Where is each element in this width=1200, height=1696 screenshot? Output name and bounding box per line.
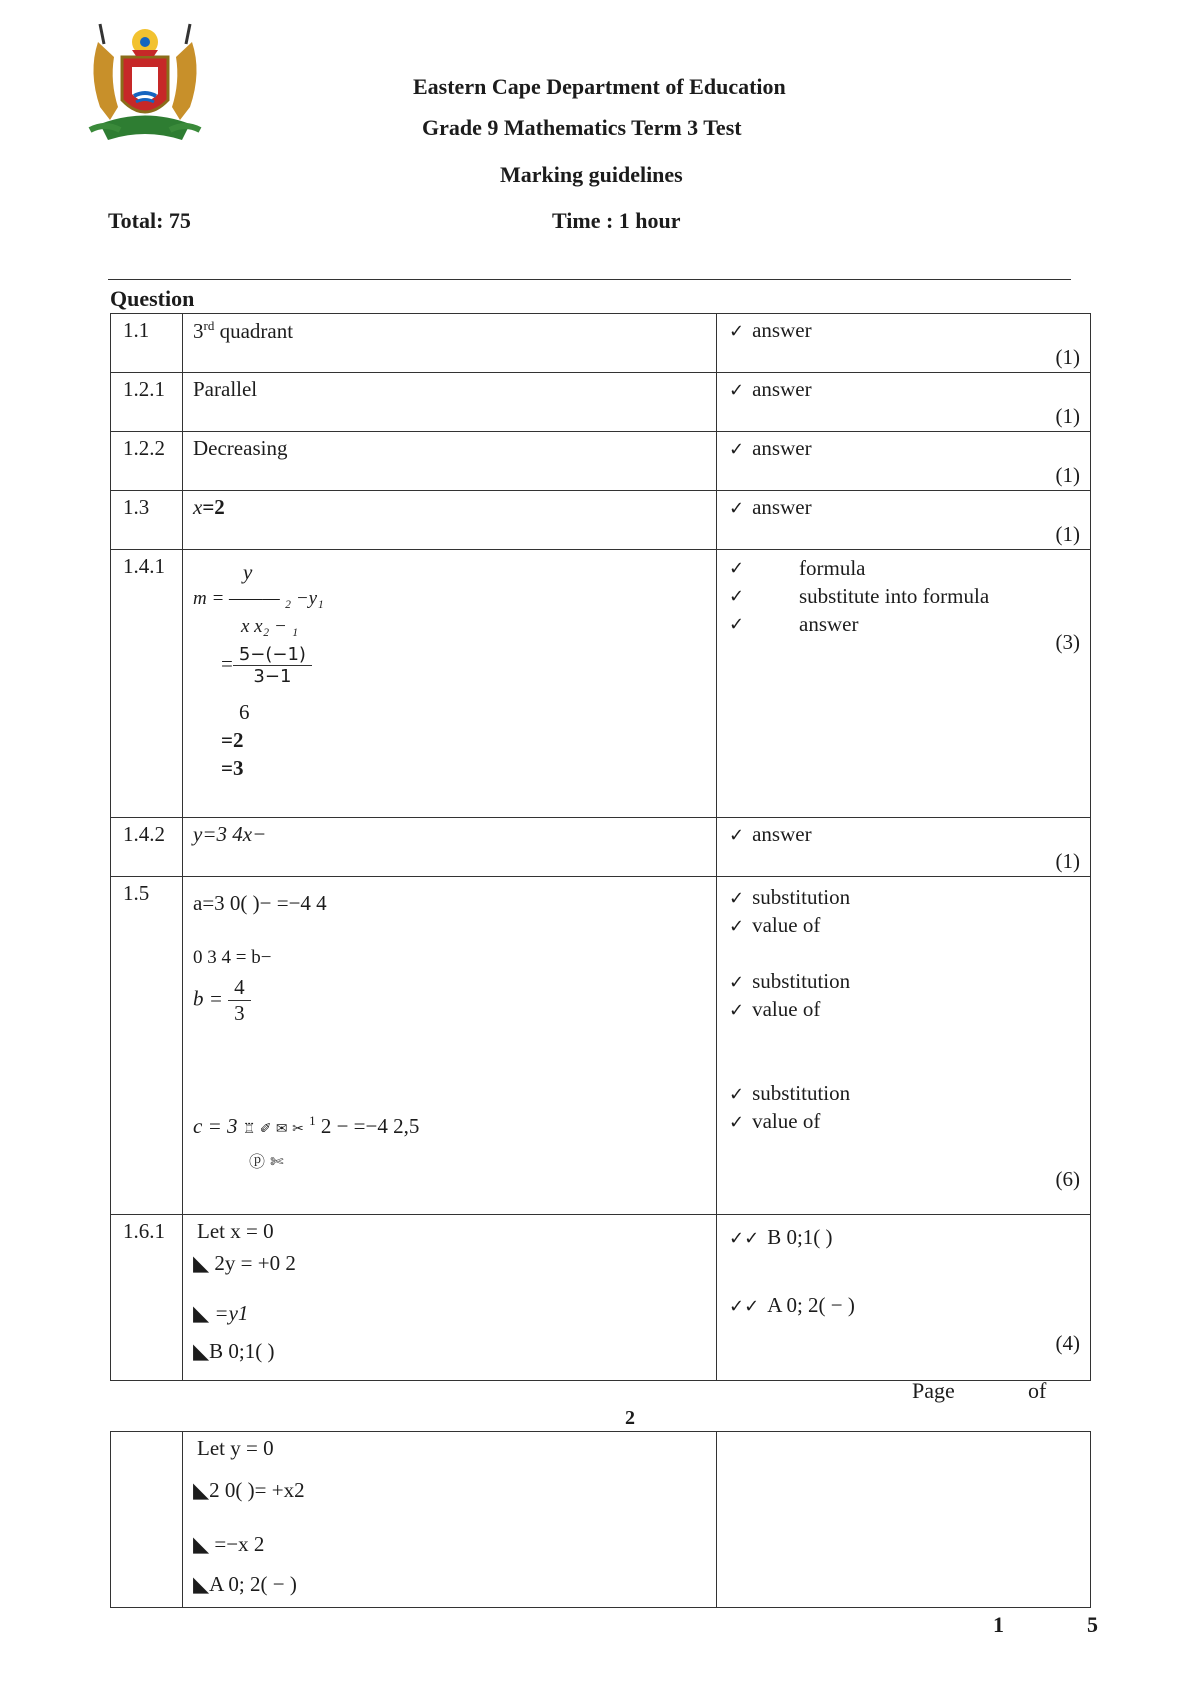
test-title: Grade 9 Mathematics Term 3 Test [422,115,742,140]
department-title: Eastern Cape Department of Education [413,74,786,99]
criteria-item: ✓ formula [729,555,866,580]
footer-page-label: Page [912,1378,955,1403]
solution-cell: y m = ——— ₂ −y₁ x x₂ − ₁ = $\frac{5-(-1)}{3-1}$ 6 =2 =3 [183,550,717,818]
check-icon: ✓ [729,557,745,579]
criteria-item: ✓✓ B 0;1( ) [729,1225,833,1249]
criteria-cell: ✓ answer (1) [717,432,1091,491]
therefore-icon: ◣ [193,1301,210,1325]
time-allowed: Time : 1 hour [552,208,681,233]
criteria-item: ✓ value of [729,913,821,937]
marks-value: (1) [1055,463,1080,487]
question-number: 1.4.2 [111,818,183,877]
question-number: 1.3 [111,491,183,550]
check-icon: ✓ [729,1296,745,1317]
criteria-item: ✓ substitute into formula [729,583,990,608]
fraction: $\frac{5-(-1)}{3-1}$ [233,644,312,687]
solution-cell: y=3 4x− [183,818,717,877]
solution-cell: Let x = 0 ◣ 2y = +0 2 ◣ =y1 ◣B 0;1( ) [183,1215,717,1381]
criteria-item: ✓✓ A 0; 2( − ) [729,1293,855,1317]
solution-cell: Decreasing [183,432,717,491]
check-icon: ✓ [729,1228,745,1249]
criteria-item: ✓ substitution [729,1081,851,1105]
criteria-cell [717,550,1091,818]
marks-value: (6) [1055,1167,1080,1191]
therefore-icon: ◣ [193,1572,210,1596]
criteria-item: ✓ substitution [729,969,851,993]
therefore-icon: ◣ [193,1532,210,1556]
criteria-cell [717,1215,1091,1381]
check-icon: ✓ [729,321,745,342]
check-icon: ✓ [729,613,745,635]
question-number: 1.5 [111,877,183,1215]
criteria-cell: ✓ answer (1) [717,818,1091,877]
check-icon: ✓ [729,916,745,937]
table-row [111,432,1091,491]
question-number: 1.2.1 [111,373,183,432]
table-row [111,373,1091,432]
table-row [111,877,1091,1215]
table-row [111,1432,1091,1608]
total-marks: Total: 75 [108,208,191,233]
marks-value: (1) [1055,345,1080,369]
marks-value: (4) [1055,1331,1080,1355]
fraction: $\frac{4}{3}$ [228,975,251,1026]
footer-total-pages: 5 [1087,1612,1098,1637]
check-icon: ✓ [729,380,745,401]
check-icon: ✓ [744,1228,760,1249]
criteria-item: ✓ value of [729,1109,821,1133]
criteria-cell: ✓ answer (1) [717,491,1091,550]
criteria-cell [717,877,1091,1215]
check-icon: ✓ [729,1084,745,1105]
check-icon: ✓ [729,585,745,607]
therefore-icon: ◣ [193,1339,210,1363]
check-icon: ✓ [729,498,745,519]
marks-value: (1) [1055,404,1080,428]
criteria-cell [717,1432,1091,1608]
check-icon: ✓ [729,972,745,993]
question-number: 1.1 [111,314,183,373]
table-row [111,550,1091,818]
question-number: 1.2.2 [111,432,183,491]
solution-cell: 3rd quadrant [183,314,717,373]
check-icon: ✓ [729,1112,745,1133]
therefore-icon: ◣ [193,1251,210,1275]
solution-cell: Let y = 0 ◣2 0( )= +x2 ◣ =−x 2 ◣A 0; 2( − ) [183,1432,717,1608]
header-divider [108,279,1071,280]
check-icon: ✓ [729,825,745,846]
criteria-cell: ✓ answer (1) [717,314,1091,373]
footer-page-number: 2 [625,1407,635,1429]
question-number: 1.4.1 [111,550,183,818]
question-number [111,1432,183,1608]
footer-of-label: of [1028,1378,1047,1403]
criteria-item: ✓ value of [729,997,821,1021]
table-row [111,314,1091,373]
marks-value: (1) [1055,849,1080,873]
marking-guidelines-title: Marking guidelines [500,162,683,187]
footer-current-page: 1 [993,1612,1004,1637]
check-icon: ✓ [729,888,745,909]
marking-table-continued [110,1431,1091,1608]
marking-table [110,313,1091,1381]
question-number: 1.6.1 [111,1215,183,1381]
question-label: Question [110,286,195,311]
marks-value: (3) [1055,630,1080,654]
table-row [111,491,1091,550]
criteria-item: ✓ answer [729,611,859,636]
criteria-cell: ✓ answer (1) [717,373,1091,432]
check-icon: ✓ [729,1000,745,1021]
solution-cell: a=3 0( )− =−4 4 0 3 4 = b− b = $\frac{4}{3}$ c = 3 ♖ ✐ ✉ ✂ $^1$ 2 − =−4 2,5 ⓟ ✄ [183,877,717,1215]
table-row [111,1215,1091,1381]
coat-of-arms-logo [80,12,210,152]
check-icon: ✓ [729,439,745,460]
criteria-item: ✓ substitution [729,885,851,909]
therefore-icon: ◣ [193,1478,210,1502]
solution-cell: x=2 [183,491,717,550]
marks-value: (1) [1055,522,1080,546]
solution-cell: Parallel [183,373,717,432]
check-icon: ✓ [744,1296,760,1317]
table-row [111,818,1091,877]
